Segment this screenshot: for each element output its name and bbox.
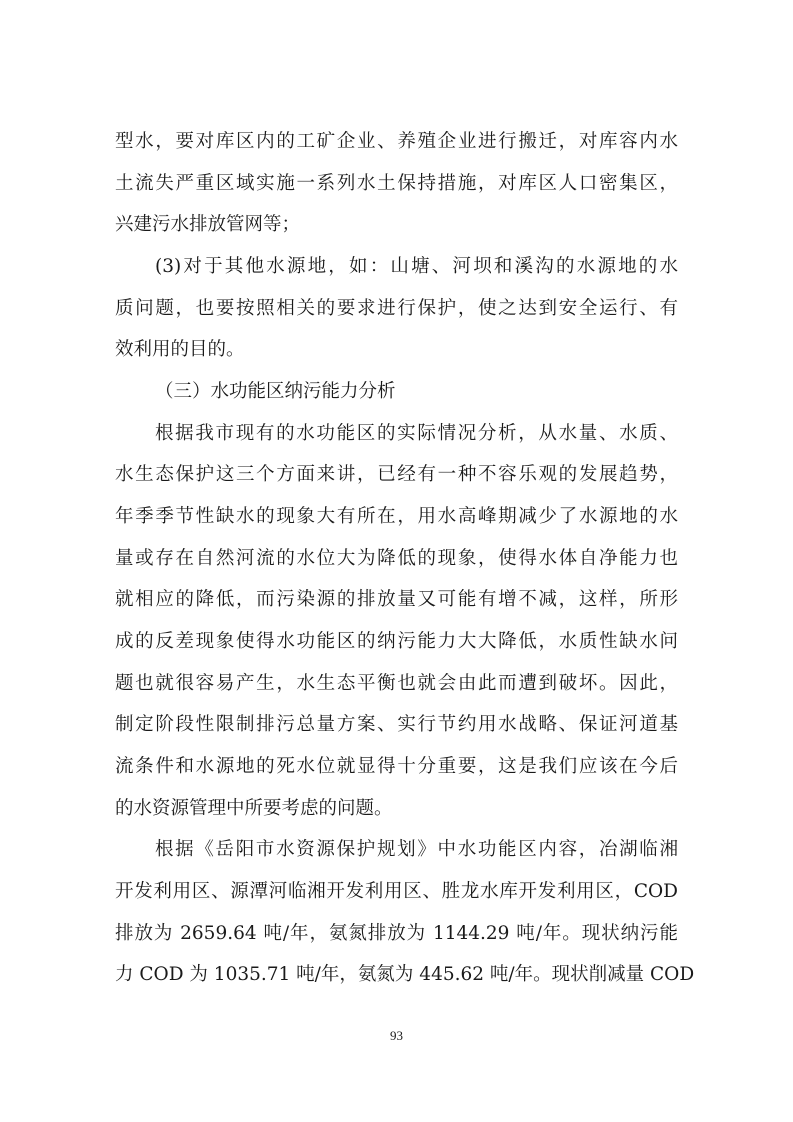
paragraph-line: 成的反差现象使得水功能区的纳污能力大大降低，水质性缺水问 (115, 631, 678, 652)
paragraph-line: 效利用的目的。 (115, 339, 245, 360)
paragraph-line: 力 COD 为 1035.71 吨/年，氨氮为 445.62 吨/年。现状削减量 COD (115, 964, 695, 985)
paragraph-line: 水生态保护这三个方面来讲，已经有一种不容乐观的发展趋势， (115, 464, 678, 485)
paragraph-line: 根据《岳阳市水资源保护规划》中水功能区内容，冶湖临湘 (155, 839, 678, 860)
paragraph-line: (3)对于其他水源地，如：山塘、河坝和溪沟的水源地的水 (155, 256, 678, 277)
paragraph-line: 制定阶段性限制排污总量方案、实行节约用水战略、保证河道基 (115, 714, 678, 735)
paragraph-line: 开发利用区、源潭河临湘开发利用区、胜龙水库开发利用区，COD (115, 881, 678, 902)
paragraph-line: 年季季节性缺水的现象大有所在，用水高峰期减少了水源地的水 (115, 506, 678, 527)
paragraph-line: 兴建污水排放管网等； (115, 214, 301, 235)
paragraph-line: 排放为 2659.64 吨/年，氨氮排放为 1144.29 吨/年。现状纳污能 (115, 923, 678, 944)
paragraph-line: 型水，要对库区内的工矿企业、养殖企业进行搬迁，对库容内水 (115, 131, 678, 152)
paragraph-line: 的水资源管理中所要考虑的问题。 (115, 798, 393, 819)
paragraph-line: 质问题，也要按照相关的要求进行保护，使之达到安全运行、有 (115, 298, 678, 319)
paragraph-line: 土流失严重区域实施一系列水土保持措施，对库区人口密集区， (115, 173, 678, 194)
paragraph-line: 流条件和水源地的死水位就显得十分重要，这是我们应该在今后 (115, 756, 678, 777)
paragraph-line: 就相应的降低，而污染源的排放量又可能有增不减，这样，所形 (115, 589, 678, 610)
paragraph-line: 量或存在自然河流的水位大为降低的现象，使得水体自净能力也 (115, 548, 678, 569)
page-number: 93 (390, 1028, 403, 1043)
paragraph-line: 根据我市现有的水功能区的实际情况分析，从水量、水质、 (155, 423, 678, 444)
section-heading: （三）水功能区纳污能力分析 (155, 381, 396, 402)
paragraph-line: 题也就很容易产生，水生态平衡也就会由此而遭到破坏。因此， (115, 673, 678, 694)
